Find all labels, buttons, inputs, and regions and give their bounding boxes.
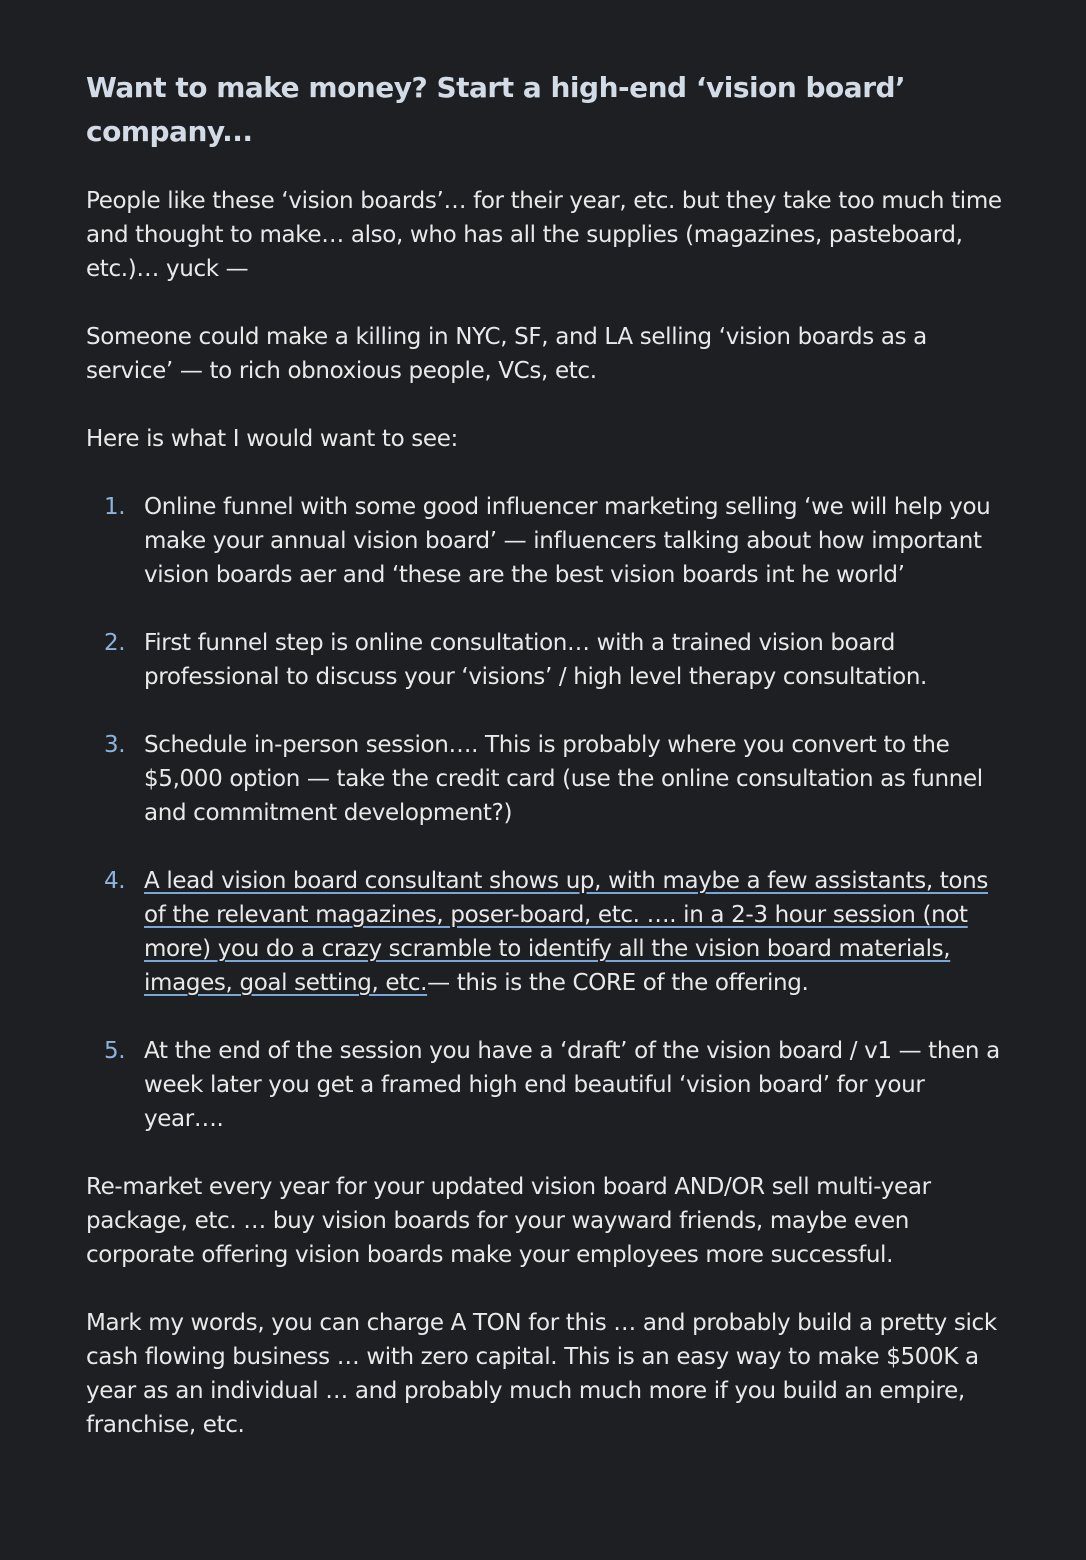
list-item-text: — this is the CORE of the offering.: [427, 970, 809, 996]
underlined-link[interactable]: A lead vision board consultant shows up, with maybe a few assistants, tons of the relevant magazines, poser-board, etc. …. in a 2-3 hour session (not more) you do a crazy scramble to identify all the vision board materials, images, goal setting, etc.: [144, 868, 989, 996]
list-number: 4.: [104, 868, 126, 894]
list-number: 3.: [104, 732, 126, 758]
list-number: 2.: [104, 630, 126, 656]
list-item-text: First funnel step is online consultation… with a trained vision board professional to discuss your ‘visions’ / high level therapy consultation.: [144, 630, 928, 690]
document: [86, 66, 1006, 1476]
numbered-list: [86, 490, 1006, 1136]
list-number: 1.: [104, 494, 126, 520]
list-item-text: At the end of the session you have a ‘draft’ of the vision board / v1 — then a week later you get a framed high end beautiful ‘vision board’ for your year….: [144, 1038, 1000, 1132]
list-item-text: Schedule in-person session…. This is probably where you convert to the $5,000 option — take the credit card (use the online consultation as funnel and commitment development?): [144, 732, 983, 826]
list-item: [86, 864, 1006, 1000]
list-item: [86, 490, 1006, 592]
outro-paragraph: Mark my words, you can charge A TON for this … and probably build a pretty sick cash flowing business … with zero capital. This is an easy way to make $500K a year as an individual … and probably much much more if you build an empire, franchise, etc.: [86, 1310, 997, 1438]
outro-paragraph: Re-market every year for your updated vision board AND/OR sell multi-year package, etc. … buy vision boards for your wayward friends, maybe even corporate offering vision boards make your employees more successful.: [86, 1174, 931, 1268]
intro-paragraph: Someone could make a killing in NYC, SF, and LA selling ‘vision boards as a service’ — to rich obnoxious people, VCs, etc.: [86, 324, 927, 384]
list-item: [86, 626, 1006, 694]
document-title: Want to make money? Start a high-end ‘vision board’ company...: [86, 71, 906, 148]
intro-paragraph: Here is what I would want to see:: [86, 426, 458, 452]
list-item: [86, 1034, 1006, 1136]
intro-paragraph: People like these ‘vision boards’… for their year, etc. but they take too much time and thought to make… also, who has all the supplies (magazines, pasteboard, etc.)… yuck —: [86, 188, 1002, 282]
list-item: [86, 728, 1006, 830]
list-item-text: Online funnel with some good influencer marketing selling ‘we will help you make your annual vision board’ — influencers talking about how important vision boards aer and ‘these are the best vision boards int he world’: [144, 494, 991, 588]
list-number: 5.: [104, 1038, 126, 1064]
